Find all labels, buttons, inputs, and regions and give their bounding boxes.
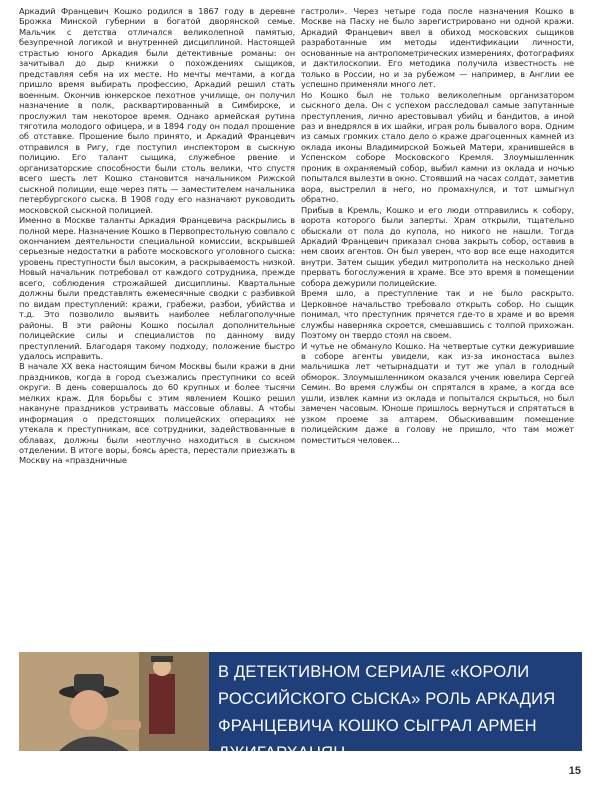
paragraph: В начале XX века настоящим бичом Москвы были кражи в дни праздников, когда в город съезжались преступники со всей округи. В день совершалось до 60 крупных и более тысячи мелких краж. Для борьбы с этим явлением Кошко решил накануне праздников устраивать массовые облавы. А чтобы информация о предстоящих полицейских операциях не утекала к преступникам, все сотрудники, задействованные в облавах, должны были неотлучно находиться в сыскном отделении. В итоге воры, боясь ареста, перестали приезжать в Москву на «праздничные xyxy=(19,361,295,466)
page-number: 15 xyxy=(568,765,581,777)
paragraph: И чутье не обмануло Кошко. На четвертые сутки дежурившие в соборе агенты увидели, как из-за иконостаса вылез мальчишка лет четырнадцати и тут же упал в голодный обморок. Злоумышленником оказался ученик ювелира Сергей Семин. Во время службы он спрятался в храме, а когда все ушли, извлек камни из оклада и попытался скрыться, но был замечен часовым. Юноше пришлось вернуться и спрятаться в узком проеме за алтарем. Обыскивавшим помещение полицейским даже в голову не пришло, что там может поместиться человек... xyxy=(301,340,574,445)
paragraph: гастроли». Через четыре года после назначения Кошко в Москве на Пасху не было зарегистрировано ни одной кражи. Аркадий Францевич ввел в обиход московских сыщиков разработанные им методы идентификации личности, основанные на антропометрических измерениях, фотографиях и дактилоскопии. Его методика получила известность не только в России, но и за рубежом — например, в Англии ее успешно применяли много лет. xyxy=(301,6,574,90)
banner-caption: В ДЕТЕКТИВНОМ СЕРИАЛЕ «КОРОЛИ РОССИЙСКОГО СЫСКА» РОЛЬ АРКАДИЯ ФРАНЦЕВИЧА КОШКО СЫГРАЛ АРМЕН ДЖИГАРХАНЯН xyxy=(218,663,556,762)
article-column-right xyxy=(301,6,574,445)
tv-series-banner xyxy=(19,652,582,762)
paragraph: Прибыв в Кремль, Кошко и его люди отправились к собору, ворота которого были заперты. Храм открыли, тщательно обыскали от пола до купола, но никого не нашли. Тогда Аркадий Францевич приказал снова закрыть собор, оставив в нем своих агентов. Он был уверен, что вор все еще находится внутри. Затем сыщик убедил митрополита на несколько дней прервать богослужения в храме. Все это время в помещении собора дежурили полицейские. xyxy=(301,204,574,288)
paragraph: Но Кошко был не только великолепным организатором сыскного дела. Он с успехом расследовал самые запутанные преступления, лично арестовывал убийц и бандитов, а иной раз и внедрялся в их шайки, играя роль бывалого вора. Одним из самых громких стало дело о краже драгоценных камней из оклада иконы Владимирской Божьей Матери, хранившейся в Успенском соборе Московского Кремля. Злоумышленник проник в охраняемый собор, выбил камни из оклада и ночью попытался вылезти в окно. Стоявший на часах солдат, заметив вора, выстрелил в него, но промахнулся, и тот шмыгнул обратно. xyxy=(301,89,574,205)
paragraph: Именно в Москве таланты Аркадия Францевича раскрылись в полной мере. Назначение Кошко в Первопрестольную совпало с окончанием деятельности специальной комиссии, вскрывшей серьезные недостатки в работе московского уголовного сыска: уровень преступности был высоким, а раскрываемость низкой. Новый начальник потребовал от каждого сотрудника, прежде всего, соблюдения строжайшей дисциплины. Квартальные должны были представлять ежемесячные сводки с разбивкой по видам преступлений: кражи, грабежи, разбои, убийства и т.д. Это позволило выявить наиболее неблагополучные районы. В эти районы Кошко посылал дополнительные полицейские силы и специалистов по данному виду преступлений. Благодаря такому подходу, положение быстро удалось исправить. xyxy=(19,215,295,361)
paragraph: Аркадий Францевич Кошко родился в 1867 году в деревне Брожка Минской губернии в богатой дворянской семье. Мальчик с детства отличался великолепной памятью, безупречной логикой и внутренней дисциплиной. Настоящей страстью юного Аркадия были детективные романы: он зачитывал до дыр книжки о похождениях сыщиков, представляя себя на их месте. Но мечты мечтами, а когда пришло время выбирать профессию, Аркадий решил стать военным. Окончив юнкерское пехотное училище, он получил назначение в полк, расквартированный в Симбирске, и прослужил там некоторое время. Однако армейская рутина тяготила молодого офицера, и в 1894 году он подал прошение об отставке. Прошение было принято, и Аркадий Францевич отправился в Ригу, где поступил инспектором в сыскную полицию. Его талант сыщика, служебное рвение и организаторские способности были столь велики, что спустя всего шесть лет Кошко становится начальником Рижской сыскной полиции, еще через пять — заместителем начальника петербургского сыска. В 1908 году его назначают руководить московской сыскной полицией. xyxy=(19,6,295,215)
actor-photo xyxy=(19,652,209,751)
article-column-left xyxy=(19,6,295,466)
paragraph: Время шло, а преступление так и не было раскрыто. Церковное начальство требовало открыть собор. Но сыщик понимал, что преступник прячется где-то в храме и во время службы наверняка скроется, смешавшись с толпой прихожан. Поэтому он твердо стоял на своем. xyxy=(301,288,574,341)
